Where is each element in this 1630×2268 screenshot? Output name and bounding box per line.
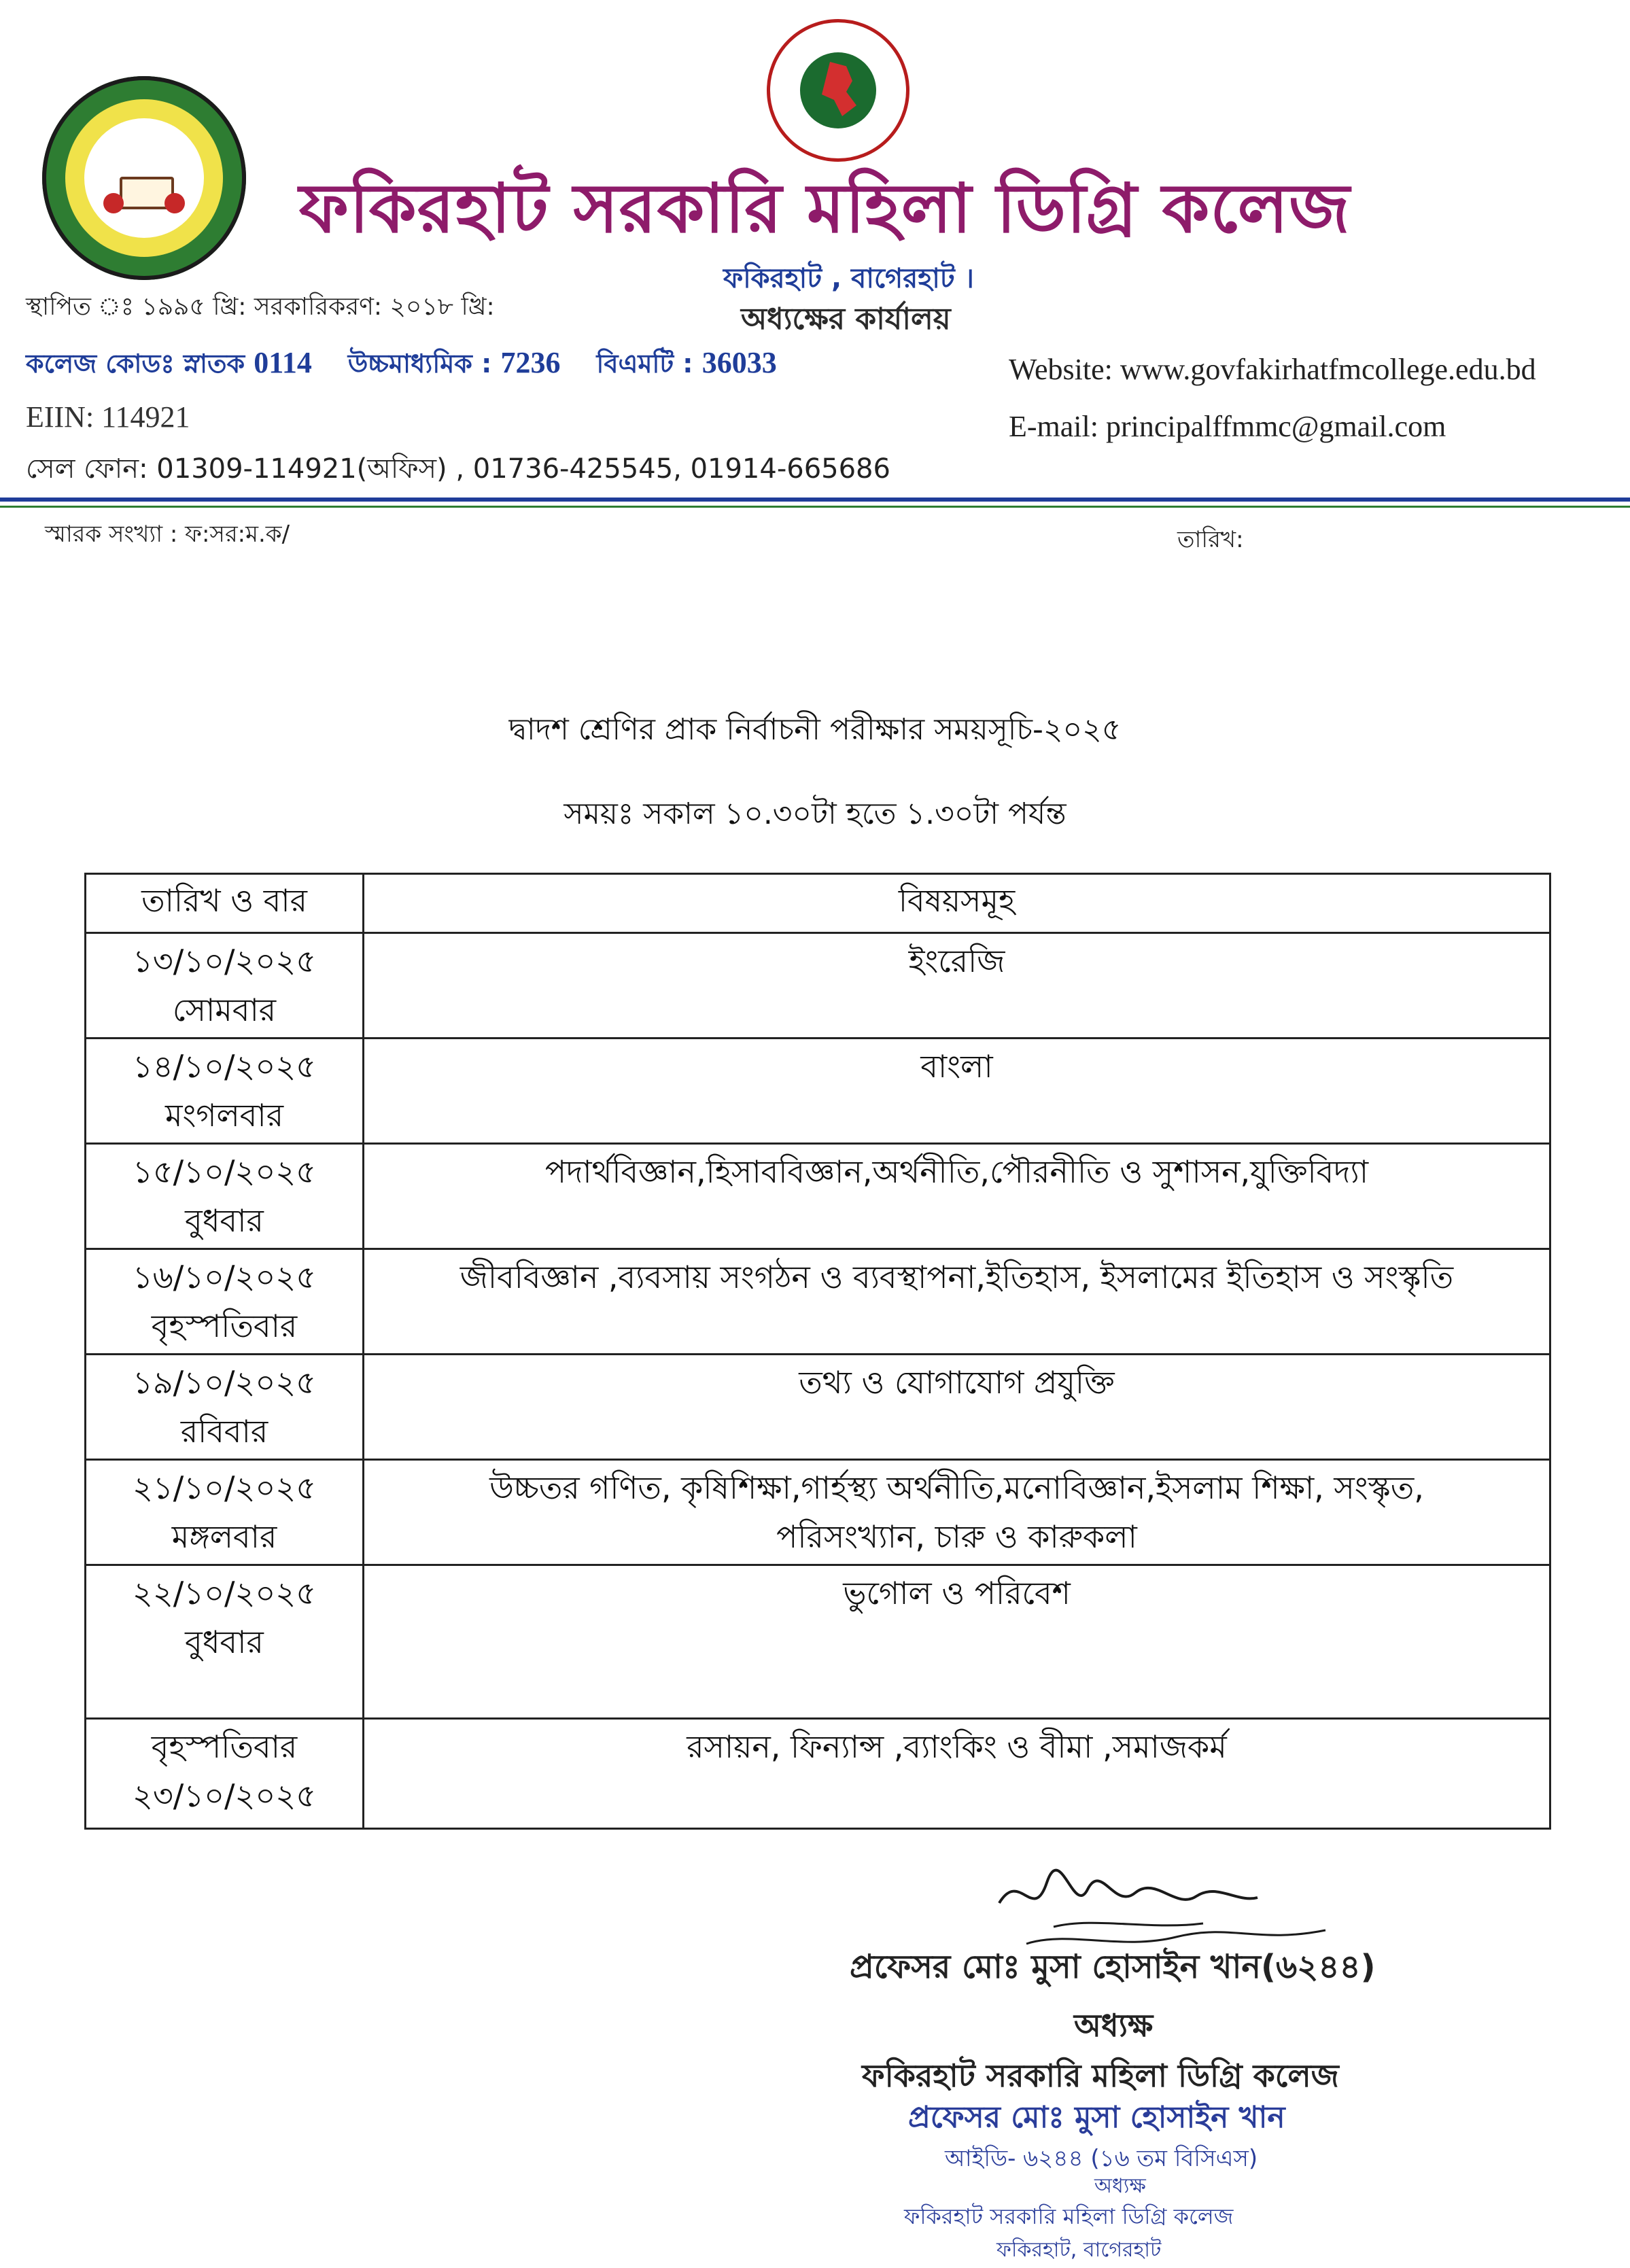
- code-bm: 36033: [701, 346, 777, 379]
- date-line2: সোমবার: [172, 992, 277, 1028]
- email-link[interactable]: E-mail: principalffmmc@gmail.com: [1009, 410, 1446, 443]
- college-logo: [42, 76, 246, 280]
- exam-schedule-table: [84, 873, 1551, 1830]
- date-cell: [86, 1565, 364, 1719]
- header-subjects: বিষয়সমূহ: [364, 874, 1550, 933]
- website-link[interactable]: Website: www.govfakirhatfmcollege.edu.bd: [1009, 353, 1536, 386]
- subjects-cell: জীববিজ্ঞান ,ব্যবসায় সংগঠন ও ব্যবস্থাপনা,ইতিহাস, ইসলামের ইতিহাস ও সংস্কৃতি: [364, 1249, 1550, 1355]
- subjects-cell: ভুগোল ও পরিবেশ: [364, 1565, 1550, 1719]
- date-line2: রবিবার: [180, 1413, 268, 1450]
- date-line1: ১৩/১০/২০২৫: [132, 943, 317, 979]
- exam-time: সময়ঃ সকাল ১০.৩০টা হতে ১.৩০টা পর্যন্ত: [563, 797, 1067, 831]
- established-info: স্থাপিত ঃ ১৯৯৫ খ্রি: সরকারিকরণ: ২০১৮ খ্রি:: [26, 293, 495, 321]
- subjects-cell: রসায়ন, ফিন্যান্স ,ব্যাংকিং ও বীমা ,সমাজকর্ম: [364, 1719, 1550, 1829]
- subjects-cell: বাংলা: [364, 1039, 1550, 1144]
- code-degree-label: কলেজ কোডঃ স্নাতক: [26, 349, 245, 379]
- date-cell: [86, 1039, 364, 1144]
- college-location: ফকিরহাট , বাগেরহাট ।: [723, 263, 974, 294]
- date-cell: [86, 1249, 364, 1355]
- date-cell: [86, 1460, 364, 1565]
- date-cell: [86, 1144, 364, 1249]
- table-row: [86, 1249, 1550, 1355]
- signatory-name: প্রফেসর মোঃ মুসা হোসাইন খান(৬২৪৪): [850, 1948, 1376, 1986]
- header-divider: [0, 498, 1630, 502]
- stamp-college: ফকিরহাট সরকারি মহিলা ডিগ্রি কলেজ: [904, 2203, 1234, 2229]
- document-heading: দ্বাদশ শ্রেণির প্রাক নির্বাচনী পরীক্ষার সময়সূচি-২০২৫: [508, 712, 1122, 747]
- signatory-title: অধ্যক্ষ: [1074, 2007, 1154, 2044]
- date-line1: ১৯/১০/২০২৫: [132, 1364, 317, 1401]
- date-line1: ১৪/১০/২০২৫: [132, 1048, 317, 1085]
- subjects-cell: ইংরেজি: [364, 933, 1550, 1039]
- code-bm-label: বিএমটি :: [596, 349, 693, 379]
- date-line1: ২২/১০/২০২৫: [132, 1575, 317, 1611]
- date-line1: ২১/১০/২০২৫: [132, 1469, 317, 1506]
- date-line2: মংগলবার: [164, 1097, 283, 1134]
- table-row: [86, 1719, 1550, 1829]
- government-seal: [767, 19, 909, 162]
- rose-icon: [164, 193, 185, 213]
- date-cell: [86, 933, 364, 1039]
- subjects-cell: [364, 1460, 1550, 1565]
- header-date: তারিখ ও বার: [86, 874, 364, 933]
- subjects-cell: তথ্য ও যোগাযোগ প্রযুক্তি: [364, 1355, 1550, 1460]
- table-row: [86, 1039, 1550, 1144]
- stamp-id: আইডি- ৬২৪৪ (১৬ তম বিসিএস): [945, 2145, 1258, 2172]
- office-label: অধ্যক্ষের কার্যালয়: [741, 302, 951, 336]
- code-degree: 0114: [254, 346, 312, 379]
- date-line1: ১৬/১০/২০২৫: [132, 1259, 317, 1295]
- memo-reference: স্মারক সংখ্যা : ফ:সর:ম.ক/: [45, 521, 290, 548]
- date-line2: ২৩/১০/২০২৫: [132, 1777, 317, 1814]
- date-line1: বৃহস্পতিবার: [151, 1728, 298, 1765]
- date-line1: ১৫/১০/২০২৫: [132, 1153, 317, 1190]
- table-row: [86, 1144, 1550, 1249]
- table-header-row: [86, 874, 1550, 933]
- rose-icon: [103, 193, 124, 213]
- stamp-place: ফকিরহাট, বাগেরহাট: [996, 2238, 1162, 2262]
- table-row: [86, 1460, 1550, 1565]
- phone-numbers: সেল ফোন: 01309-114921(অফিস) , 01736-425545, 01914-665686: [26, 453, 890, 485]
- table-row: [86, 933, 1550, 1039]
- college-codes: [26, 344, 777, 387]
- date-cell: [86, 1719, 364, 1829]
- subjects-line2: পরিসংখ্যান, চারু ও কারুকলা: [776, 1518, 1137, 1555]
- date-line2: বুধবার: [185, 1624, 264, 1660]
- stamp-name: প্রফেসর মোঃ মুসা হোসাইন খান: [908, 2100, 1285, 2135]
- date-line2: বৃহস্পতিবার: [151, 1308, 298, 1344]
- table-row: [86, 1355, 1550, 1460]
- code-hsc: 7236: [500, 346, 561, 379]
- code-hsc-label: উচ্চমাধ্যমিক :: [347, 349, 492, 379]
- table-row: [86, 1565, 1550, 1719]
- header-divider-secondary: [0, 506, 1630, 508]
- college-title: ফকিরহাট সরকারি মহিলা ডিগ্রি কলেজ: [299, 168, 1351, 248]
- stamp-title: অধ্যক্ষ: [1094, 2174, 1146, 2198]
- date-label: তারিখ:: [1177, 526, 1244, 553]
- date-cell: [86, 1355, 364, 1460]
- subjects-line1: উচ্চতর গণিত, কৃষিশিক্ষা,গার্হস্থ্য অর্থনীতি,মনোবিজ্ঞান,ইসলাম শিক্ষা, সংস্কৃত,: [489, 1469, 1424, 1506]
- date-line2: মঙ্গলবার: [171, 1518, 277, 1555]
- signatory-college: ফকিরহাট সরকারি মহিলা ডিগ্রি কলেজ: [862, 2057, 1339, 2094]
- date-line2: বুধবার: [185, 1202, 264, 1239]
- eiin-number: EIIN: 114921: [26, 400, 190, 434]
- subjects-cell: পদার্থবিজ্ঞান,হিসাববিজ্ঞান,অর্থনীতি,পৌরনীতি ও সুশাসন,যুক্তিবিদ্যা: [364, 1144, 1550, 1249]
